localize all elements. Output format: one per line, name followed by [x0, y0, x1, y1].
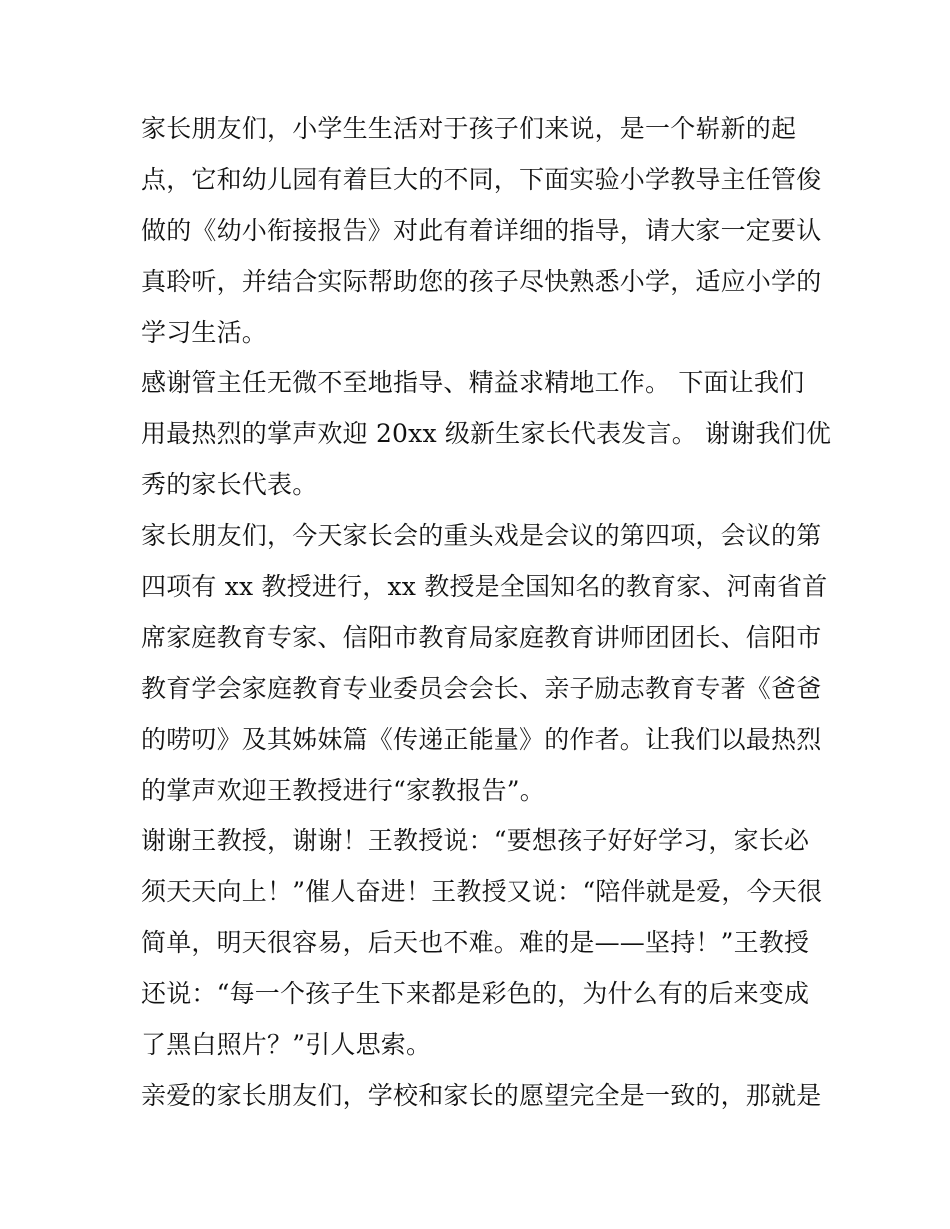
paragraph [141, 511, 828, 816]
text-line: 感谢管主任无微不至地指导、精益求精地工作。 下面让我们 [141, 368, 805, 398]
text-line: 简单，明天很容易，后天也不难。难的是——坚持！”王教授 [141, 928, 810, 958]
text-line: 真聆听，并结合实际帮助您的孩子尽快熟悉小学，适应小学的 [141, 266, 822, 296]
text-line: 的唠叨》及其姊妹篇《传递正能量》的作者。让我们以最热烈 [141, 724, 822, 754]
text-line: 席家庭教育专家、信阳市教育局家庭教育讲师团团长、信阳市 [141, 622, 822, 652]
text-line: 还说：“每一个孩子生下来都是彩色的，为什么有的后来变成 [141, 979, 810, 1009]
text-line: 秀的家长代表。 [141, 470, 318, 500]
paragraph [141, 358, 832, 511]
text-line: 做的《幼小衔接报告》对此有着详细的指导，请大家一定要认 [141, 215, 822, 245]
text-line: 用最热烈的掌声欢迎 20xx 级新生家长代表发言。 谢谢我们优 [141, 419, 832, 449]
paragraph [141, 104, 821, 358]
text-line: 点，它和幼儿园有着巨大的不同，下面实验小学教导主任管俊 [141, 164, 822, 194]
text-line: 须天天向上！”催人奋进！王教授又说：“陪伴就是爱，今天很 [141, 877, 823, 907]
text-line: 四项有 xx 教授进行，xx 教授是全国知名的教育家、河南省首 [141, 572, 828, 602]
text-line: 亲爱的家长朋友们，学校和家长的愿望完全是一致的，那就是 [141, 1080, 822, 1110]
paragraph [141, 816, 821, 1070]
document-body [141, 104, 832, 1122]
text-line: 的掌声欢迎王教授进行“家教报告”。 [141, 775, 545, 805]
paragraph [141, 1071, 821, 1122]
text-line: 了黑白照片？”引人思索。 [141, 1030, 432, 1060]
text-line: 家长朋友们，今天家长会的重头戏是会议的第四项，会议的第 [141, 521, 822, 551]
text-line: 学习生活。 [141, 317, 268, 347]
text-line: 家长朋友们，小学生生活对于孩子们来说，是一个崭新的起 [141, 114, 797, 143]
text-line: 谢谢王教授，谢谢！王教授说：“要想孩子好好学习，家长必 [141, 826, 810, 856]
text-line: 教育学会家庭教育专业委员会会长、亲子励志教育专著《爸爸 [141, 673, 822, 703]
